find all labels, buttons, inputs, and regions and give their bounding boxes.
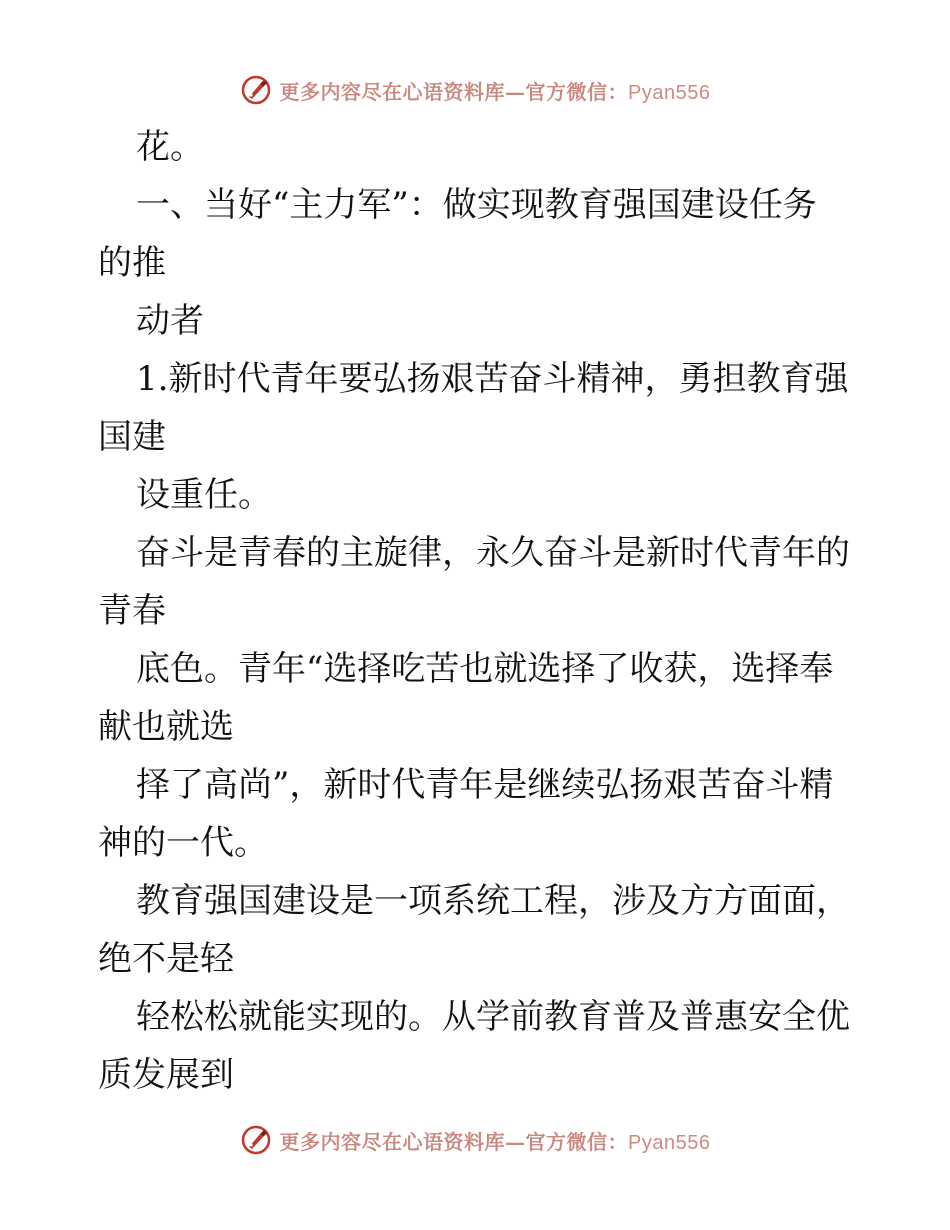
header-banner — [0, 70, 950, 110]
text-line: 质发展到 — [98, 1055, 234, 1095]
text-line: 轻松松就能实现的。从学前教育普及普惠安全优 — [136, 997, 850, 1037]
text-line: 奋斗是青春的主旋律，永久奋斗是新时代青年的 — [136, 533, 850, 573]
pen-logo-icon — [240, 74, 272, 106]
document-body — [98, 118, 858, 1104]
text-line: 青春 — [98, 591, 166, 631]
footer-banner-text: 更多内容尽在心语资料库—官方微信：Pyan556 — [279, 1129, 711, 1154]
text-line: 献也就选 — [98, 707, 234, 747]
text-line: 教育强国建设是一项系统工程，涉及方方面面， — [136, 881, 850, 921]
footer-banner — [0, 1120, 950, 1160]
text-line: 国建 — [98, 417, 166, 457]
text-line: 1.新时代青年要弘扬艰苦奋斗精神，勇担教育强 — [136, 359, 849, 399]
footer-banner-handle: Pyan556 — [628, 1131, 711, 1154]
pen-logo-icon — [240, 1124, 272, 1156]
text-line: 设重任。 — [136, 475, 272, 515]
text-line: 择了高尚”，新时代青年是继续弘扬艰苦奋斗精 — [136, 765, 834, 805]
text-line: 神的一代。 — [98, 823, 268, 863]
header-banner-text: 更多内容尽在心语资料库—官方微信：Pyan556 — [279, 79, 711, 104]
text-line: 底色。青年“选择吃苦也就选择了收获，选择奉 — [136, 649, 834, 689]
header-banner-handle: Pyan556 — [628, 81, 711, 104]
text-line: 的推 — [98, 243, 166, 283]
text-line: 绝不是轻 — [98, 939, 234, 979]
text-line: 动者 — [136, 301, 204, 341]
text-line: 花。 — [136, 127, 204, 167]
text-line: 一、当好“主力军”：做实现教育强国建设任务 — [136, 185, 817, 225]
